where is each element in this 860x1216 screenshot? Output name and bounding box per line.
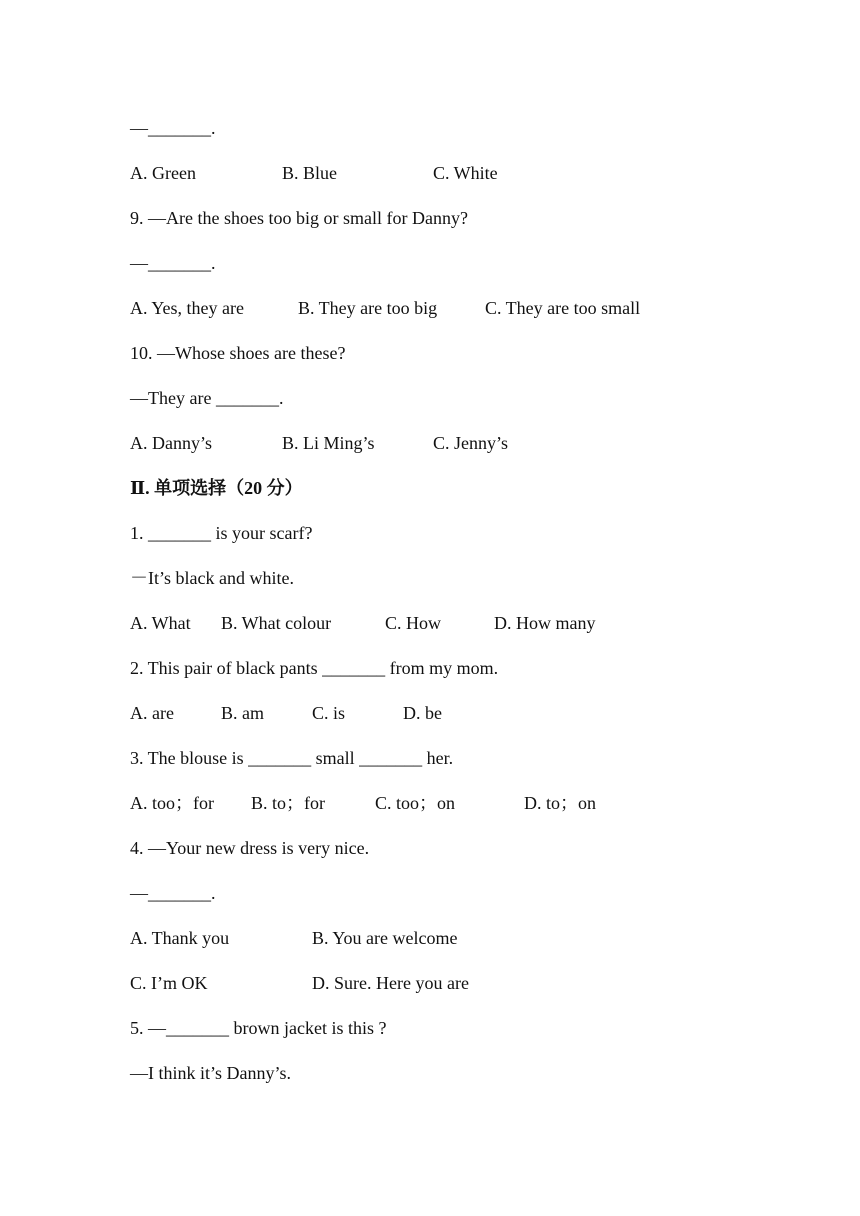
q8-option-c: C. White (433, 163, 498, 183)
q10-option-c: C. Jenny’s (433, 433, 509, 453)
section-heading: Ⅱ. 单项选择（20 分） (130, 478, 303, 498)
s2-q2-option-a: A. are (130, 703, 174, 723)
q9-option-a: A. Yes, they are (130, 298, 244, 318)
q10-option-b: B. Li Ming’s (282, 433, 375, 453)
s2-q4-option-a: A. Thank you (130, 928, 230, 948)
s2-q4-option-b: B. You are welcome (312, 928, 458, 948)
q8-option-b: B. Blue (282, 163, 338, 183)
s2-q5-answer-line: —I think it’s Danny’s. (130, 1063, 291, 1083)
s2-q2-question: 2. This pair of black pants _______ from my mom. (130, 658, 499, 678)
s2-q2-option-c: C. is (312, 703, 346, 723)
s2-q3-option-d: D. to；on (524, 793, 596, 813)
s2-q2-option-b: B. am (221, 703, 264, 723)
q10-answer-line: —They are _______. (130, 388, 284, 408)
s2-q1-option-a: A. What (130, 613, 191, 633)
s2-q4-option-d: D. Sure. Here you are (312, 973, 469, 993)
q9-option-c: C. They are too small (485, 298, 641, 318)
q9-question: 9. —Are the shoes too big or small for Danny? (130, 208, 468, 228)
s2-q1-option-b: B. What colour (221, 613, 332, 633)
s2-q2-option-d: D. be (403, 703, 442, 723)
q10-question: 10. —Whose shoes are these? (130, 343, 346, 363)
s2-q4-question: 4. —Your new dress is very nice. (130, 838, 370, 858)
s2-q1-answer-line: －It’s black and white. (130, 568, 294, 588)
s2-q1-option-c: C. How (385, 613, 442, 633)
s2-q3-option-c: C. too；on (375, 793, 456, 813)
s2-q1-question: 1. _______ is your scarf? (130, 523, 313, 543)
s2-q3-option-a: A. too；for (130, 793, 214, 813)
q10-option-a: A. Danny’s (130, 433, 212, 453)
s2-q1-option-d: D. How many (494, 613, 596, 633)
s2-q3-question: 3. The blouse is _______ small _______ her. (130, 748, 454, 768)
q8-answer-line: —_______. (130, 118, 216, 138)
s2-q5-question: 5. —_______ brown jacket is this ? (130, 1018, 387, 1038)
q8-option-a: A. Green (130, 163, 196, 183)
s2-q4-option-c: C. I’m OK (130, 973, 208, 993)
q9-option-b: B. They are too big (298, 298, 438, 318)
q9-answer-line: —_______. (130, 253, 216, 273)
s2-q3-option-b: B. to；for (251, 793, 325, 813)
s2-q4-answer-line: —_______. (130, 883, 216, 903)
